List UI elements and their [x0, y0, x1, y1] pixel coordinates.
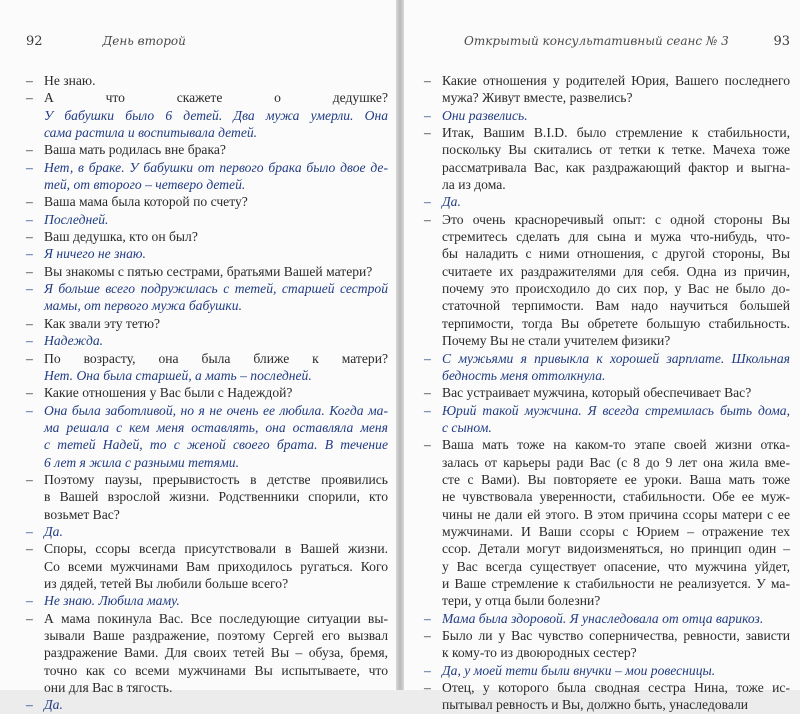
dialogue-dash: – — [424, 125, 431, 141]
text-line: бы наладить с ними отношения, с другой стороны, Вы — [442, 246, 790, 262]
text-line: 6 лет я жила с разными тетями. — [44, 454, 239, 470]
line-text: Последней. — [44, 211, 109, 227]
text-line — [26, 72, 388, 89]
right-page-header — [424, 34, 790, 60]
text-line — [26, 540, 388, 557]
dialogue-dash: – — [424, 610, 431, 626]
line-text: Ваш дедушка, кто он был? — [44, 229, 198, 245]
dialogue-dash: – — [424, 73, 431, 88]
dialogue-dash: – — [424, 680, 431, 696]
text-line — [424, 610, 790, 627]
dialogue-dash: – — [26, 471, 33, 487]
line-text: Ваша мать родилась вне брака? — [44, 142, 226, 158]
dialogue-dash: – — [424, 628, 431, 643]
dialogue-dash: – — [26, 229, 33, 245]
line-text: Да. — [442, 194, 461, 210]
text-line: возьмет Вас? — [44, 506, 120, 522]
dialogue-dash: – — [424, 107, 431, 123]
dialogue-dash: – — [26, 541, 33, 557]
line-text: С мужьями я привыкла к хорошей зарплате. Школьная — [442, 350, 790, 366]
line-text: А мама покинула Вас. Все последующие ситуации вы- — [44, 610, 388, 626]
text-line — [424, 402, 790, 419]
line-text: Поэтому паузы, прерывистость в детстве проявились — [44, 471, 388, 487]
line-text: Она была заботливой, но я не очень ее любила. Когда ма- — [44, 402, 388, 418]
text-line: ма решала с кем меня оставлять, она оставляла меня — [44, 419, 388, 435]
dialogue-dash: – — [26, 90, 33, 106]
dialogue-dash: – — [26, 159, 33, 175]
text-line — [424, 436, 790, 453]
text-line: с сыном. — [442, 419, 492, 435]
dialogue-dash: – — [26, 246, 33, 262]
text-line: статочной терпимости. Вам надо научиться большей — [442, 298, 790, 314]
text-line — [26, 384, 388, 401]
text-line — [26, 471, 388, 488]
text-line: к кому-то из двоюродных сестер? — [442, 645, 637, 661]
text-line: мамы, от первого мужа бабушки. — [44, 298, 242, 314]
text-line: у Вас всегда существует опасение, что мужчина уйдет, — [442, 558, 790, 574]
dialogue-dash: – — [26, 523, 33, 539]
right-page — [404, 0, 800, 713]
right-page-text — [424, 72, 790, 714]
text-line: точно как со всеми мужчинами Вы испытываете, что — [44, 662, 388, 678]
text-line: ла из дома. — [442, 177, 506, 193]
text-line — [26, 141, 388, 158]
text-line — [26, 315, 388, 332]
text-line: поскольку Вы скитались от тетки к тетке. Мачеха тоже — [442, 142, 790, 158]
text-line: У бабушки было 6 детей. Два мужа умерли. Она — [44, 107, 388, 123]
line-text: Споры, ссоры всегда присутствовали в Вашей жизни. — [44, 541, 388, 557]
left-page-number: 92 — [26, 34, 43, 49]
line-text: Вас устраивает мужчина, который обеспечивает Вас? — [442, 385, 752, 401]
text-line: тей, от второго – четверо детей. — [44, 177, 246, 193]
text-line: с тетей Надей, то с женой своего брата. В течение — [44, 437, 388, 453]
text-line — [424, 193, 790, 210]
text-line: не чувствовала уверенности, стабильности. Обе ее муж- — [442, 489, 790, 505]
text-line: из дядей, тетей Вы любили больше всего? — [44, 575, 289, 591]
text-line: зывали Ваше раздражение, поэтому Сергей его вызвал — [44, 628, 388, 643]
text-line — [26, 592, 388, 609]
text-line: Со всеми мужчинами Вам приходилось ругаться. Кого — [44, 558, 388, 574]
line-text: Какие отношения у Вас были с Надеждой? — [44, 385, 293, 401]
dialogue-dash: – — [26, 333, 33, 349]
left-page-header — [26, 34, 388, 60]
dialogue-dash: – — [26, 281, 33, 297]
text-line — [424, 124, 790, 141]
line-text: Это очень красноречивый опыт: с одной стороны Вы — [442, 211, 790, 227]
dialogue-dash: – — [26, 350, 33, 366]
dialogue-dash: – — [26, 610, 33, 626]
line-text: Да, у моей тети были внучки – мои ровесницы. — [442, 662, 716, 678]
text-line — [424, 679, 790, 696]
line-text: Мама была здоровой. Я унаследовала от отца варикоз. — [442, 610, 764, 626]
text-line — [424, 107, 790, 124]
text-line — [26, 523, 388, 540]
text-line: почему это происходило до сих пор, у Вас не было до- — [442, 281, 790, 297]
text-line: мужа? Живут вместе, развелись? — [442, 90, 633, 106]
line-text: Надежда. — [44, 333, 104, 349]
dialogue-dash: – — [26, 73, 33, 88]
dialogue-dash: – — [26, 315, 33, 331]
text-line: бедность меня оттолкнула. — [442, 367, 606, 383]
text-line: стремитесь сделать для сына и мужа что-нибудь, что- — [442, 229, 790, 245]
left-page-text — [26, 72, 388, 714]
line-text: Ваша мать тоже на каком-то этапе своей жизни отка- — [442, 437, 790, 453]
text-line — [26, 211, 388, 228]
text-line: залась от карьеры ради Вас (с 8 до 9 лет она жила вме- — [442, 454, 790, 470]
line-text: Юрий такой мужчина. Я всегда стремилась быть дома, — [442, 402, 790, 418]
text-line — [26, 159, 388, 176]
text-line — [26, 89, 388, 106]
text-line: в Вашей взрослой жизни. Родственники спорили, кто — [44, 489, 388, 505]
line-text: Да. — [44, 523, 63, 539]
text-line — [424, 662, 790, 679]
right-running-head: Открытый консультативный сеанс № 3 — [464, 34, 729, 48]
text-line — [26, 263, 388, 280]
dialogue-dash: – — [26, 385, 33, 401]
dialogue-dash: – — [424, 437, 431, 453]
line-text: По возрасту, она была ближе к матери? — [44, 350, 388, 366]
dialogue-dash: – — [26, 211, 33, 227]
line-text: Они развелись. — [442, 107, 528, 123]
text-line — [26, 280, 388, 297]
text-line — [26, 193, 388, 210]
text-line: тери, у отца были болезни? — [442, 593, 601, 609]
line-text: Не знаю. Любила маму. — [44, 593, 180, 609]
text-line — [424, 627, 790, 644]
line-text: Ваша мама была которой по счету? — [44, 194, 248, 210]
dialogue-dash: – — [424, 402, 431, 418]
text-line: Нет. Она была старшей, а мать – последней. — [44, 367, 312, 383]
text-line: пытывал ревность и Вы, должно быть, унаследовали — [442, 697, 749, 713]
text-line — [26, 402, 388, 419]
line-text: Не знаю. — [44, 73, 96, 88]
text-line: рассматривала Вас, как раздражающий фактор и выгна- — [442, 159, 790, 175]
text-line: и Ваше стремление к стабильности не реализуется. У ма- — [442, 575, 790, 591]
right-page-number: 93 — [773, 34, 790, 49]
dialogue-dash: – — [26, 402, 33, 418]
dialogue-dash: – — [424, 350, 431, 366]
dialogue-dash: – — [424, 385, 431, 401]
text-line: сте с Вами). Вы повторяете ее уроки. Ваша мать тоже — [442, 471, 790, 487]
dialogue-dash: – — [26, 142, 33, 158]
line-text: Какие отношения у родителей Юрия, Вашего последнего — [442, 73, 790, 88]
text-line — [424, 211, 790, 228]
text-line — [26, 228, 388, 245]
line-text: А что скажете о дедушке? — [44, 90, 388, 106]
text-line: сама растила и воспитывала детей. — [44, 125, 258, 141]
left-running-head: День второй — [102, 34, 186, 48]
line-text: Было ли у Вас чувство соперничества, ревности, зависти — [442, 628, 790, 643]
text-line — [424, 350, 790, 367]
text-line — [424, 72, 790, 89]
line-text: Да. — [44, 697, 63, 713]
line-text: Нет, в браке. У бабушки от первого брака было двое де- — [44, 159, 388, 175]
line-text: Я ничего не знаю. — [44, 246, 146, 262]
line-text: Как звали эту тетю? — [44, 315, 161, 331]
left-page — [0, 0, 396, 713]
text-line — [26, 332, 388, 349]
text-line — [424, 384, 790, 401]
text-line: Почему Вы не стали учителем физики? — [442, 333, 671, 349]
dialogue-dash: – — [26, 194, 33, 210]
text-line: раздражение Вами. Для своих тетей Вы – обуза, бремя, — [44, 645, 388, 661]
dialogue-dash: – — [424, 662, 431, 678]
line-text: Я больше всего подружилась с тетей, старшей сестрой — [44, 281, 388, 297]
text-line — [26, 245, 388, 262]
text-line: ссор. Детали могут видоизменяться, но принцип один – — [442, 541, 790, 557]
text-line: терпимости, тогда Вы обретете большую стабильность. — [442, 315, 790, 331]
text-line: чины не дали ей этого. В этом причина ссоры матери с ее — [442, 506, 790, 522]
text-line — [26, 610, 388, 627]
line-text: Вы знакомы с пятью сестрами, братьями Вашей матери? — [44, 263, 373, 279]
text-line: они для Вас в тягость. — [44, 680, 173, 696]
dialogue-dash: – — [424, 211, 431, 227]
book-gutter — [396, 0, 404, 690]
text-line: мужчинами. И Ваши ссоры с Юрием – отражение тех — [442, 523, 790, 539]
dialogue-dash: – — [26, 593, 33, 609]
line-text: Итак, Вашим B.I.D. было стремление к стабильности, — [442, 125, 790, 141]
line-text: Отец, у которого была сводная сестра Нина, тоже ис- — [442, 680, 790, 696]
dialogue-dash: – — [26, 697, 33, 713]
text-line: считаете их раздражителями для себя. Одна из причин, — [442, 263, 790, 279]
text-line — [26, 696, 388, 713]
dialogue-dash: – — [26, 263, 33, 279]
dialogue-dash: – — [424, 194, 431, 210]
text-line — [26, 350, 388, 367]
